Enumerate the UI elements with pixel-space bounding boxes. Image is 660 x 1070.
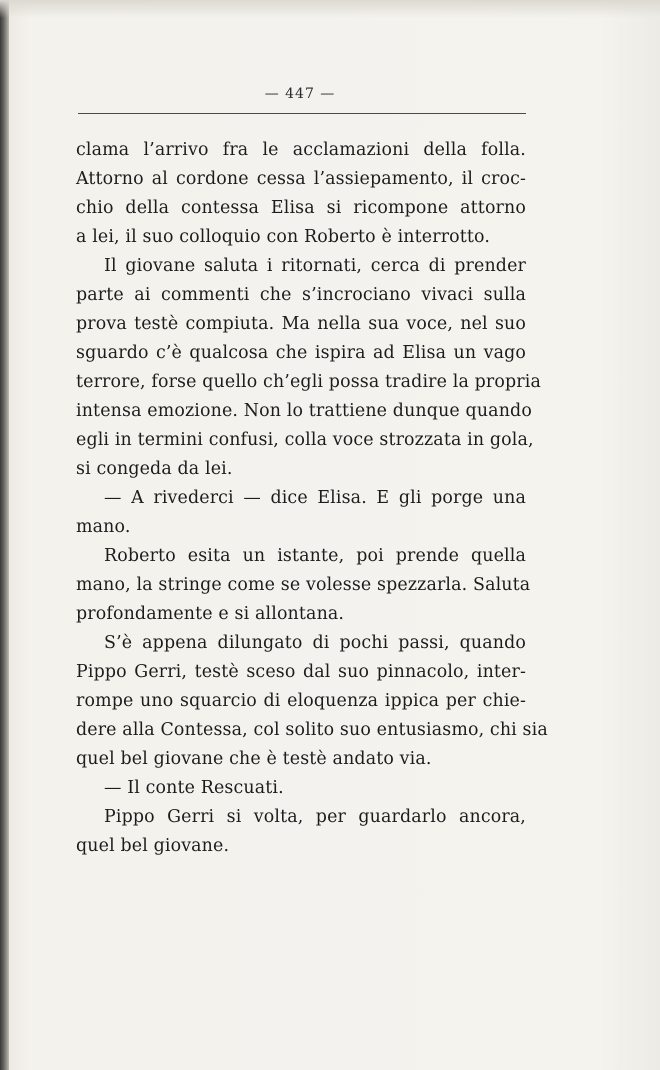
text-line: S’è appena dilungato di pochi passi, quando bbox=[104, 633, 526, 653]
text-line: clama l’arrivo fra le acclamazioni della folla. bbox=[76, 140, 526, 160]
text-line: — A rivederci — dice Elisa. E gli porge una bbox=[104, 488, 526, 508]
text-line: sguardo c’è qualcosa che ispira ad Elisa un vago bbox=[76, 343, 526, 363]
page-number: — 447 — bbox=[264, 86, 336, 102]
text-line: intensa emozione. Non lo trattiene dunque quando bbox=[76, 401, 532, 421]
text-line: Il giovane saluta i ritornati, cerca di prender bbox=[104, 256, 526, 276]
text-line: dere alla Contessa, col solito suo entusiasmo, chi sia bbox=[76, 720, 548, 740]
text-line: prova testè compiuta. Ma nella sua voce, nel suo bbox=[76, 314, 526, 334]
text-line: Pippo Gerri si volta, per guardarlo ancora, bbox=[104, 807, 526, 827]
text-line: quel bel giovane. bbox=[76, 836, 230, 856]
text-line: a lei, il suo colloquio con Roberto è interrotto. bbox=[76, 227, 491, 247]
text-line: Roberto esita un istante, poi prende quella bbox=[104, 546, 526, 566]
text-line: profondamente e si allontana. bbox=[76, 604, 345, 624]
text-line: mano. bbox=[76, 517, 131, 537]
text-line: Pippo Gerri, testè sceso dal suo pinnacolo, inter- bbox=[76, 662, 526, 682]
text-line: — Il conte Rescuati. bbox=[104, 778, 284, 798]
text-line: Attorno al cordone cessa l’assiepamento, il croc- bbox=[76, 169, 526, 189]
header-rule bbox=[78, 113, 526, 114]
text-line: parte ai commenti che s’incrociano vivaci sulla bbox=[76, 285, 526, 305]
text-line: quel bel giovane che è testè andato via. bbox=[76, 749, 432, 769]
text-line: terrore, forse quello ch’egli possa tradire la propria bbox=[76, 372, 541, 392]
text-line: mano, la stringe come se volesse spezzarla. Saluta bbox=[76, 575, 531, 595]
page-top-shadow bbox=[0, 0, 660, 18]
book-spine-edge bbox=[0, 0, 9, 1070]
text-line: egli in termini confusi, colla voce strozzata in gola, bbox=[76, 430, 534, 450]
text-line: si congeda da lei. bbox=[76, 459, 233, 479]
body-text bbox=[76, 136, 548, 861]
text-line: rompe uno squarcio di eloquenza ippica per chie- bbox=[76, 691, 526, 711]
text-line: chio della contessa Elisa si ricompone attorno bbox=[76, 198, 526, 218]
